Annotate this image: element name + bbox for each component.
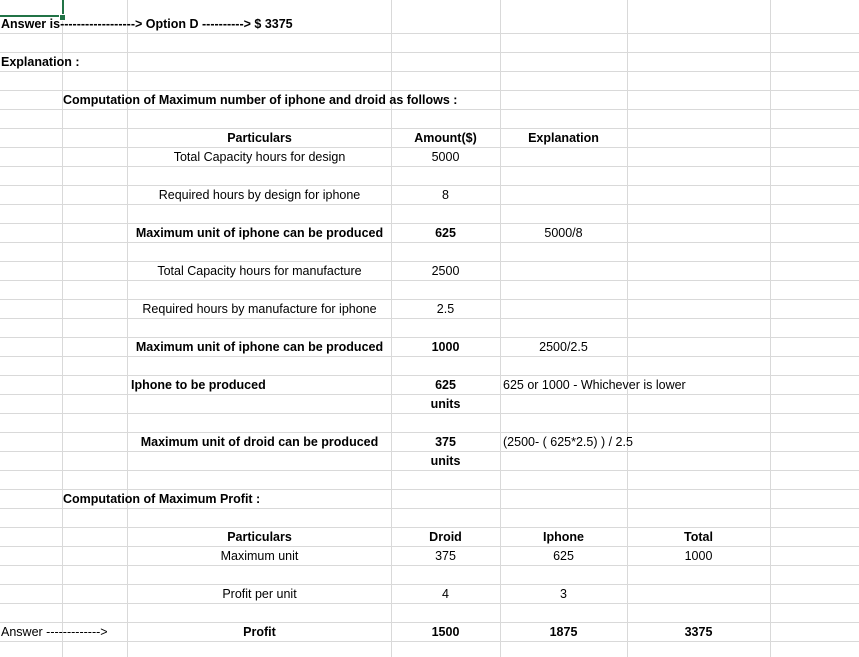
explanation-label: Explanation : bbox=[1, 55, 80, 69]
selected-cell[interactable] bbox=[0, 0, 64, 17]
amount-cell: 5000 bbox=[431, 150, 460, 164]
droid-profit: 1500 bbox=[431, 625, 460, 639]
answer-arrow-1: ------------------> bbox=[60, 17, 146, 31]
final-answer-label bbox=[1, 624, 108, 640]
particular-cell: Required hours by design for iphone bbox=[158, 188, 361, 202]
explanation-header: Explanation bbox=[528, 131, 599, 145]
unit-cell: units bbox=[430, 397, 461, 411]
explanation-cell: 2500/2.5 bbox=[539, 340, 588, 354]
particular-cell: Iphone to be produced bbox=[131, 378, 266, 392]
answer-label: Answer is bbox=[1, 17, 61, 31]
droid-header: Droid bbox=[429, 530, 462, 544]
iphone-header: Iphone bbox=[543, 530, 584, 544]
particular-cell: Maximum unit of iphone can be produced bbox=[135, 226, 384, 240]
total-header: Total bbox=[684, 530, 713, 544]
amount-cell: 2500 bbox=[431, 264, 460, 278]
iphone-cell: 625 bbox=[553, 549, 574, 563]
particular-cell: Maximum unit of iphone can be produced bbox=[135, 340, 384, 354]
particular-cell: Profit per unit bbox=[222, 587, 297, 601]
answer-arrow-2: ----------> bbox=[198, 17, 255, 31]
explanation-cell: (2500- ( 625*2.5) ) / 2.5 bbox=[503, 435, 633, 449]
amount-cell: 375 bbox=[435, 435, 456, 449]
total-profit: 3375 bbox=[684, 625, 713, 639]
answer-value: $ 3375 bbox=[254, 17, 293, 31]
answer-label: Answer bbox=[1, 625, 43, 639]
particulars-header: Particulars bbox=[227, 131, 292, 145]
droid-cell: 4 bbox=[442, 587, 449, 601]
particulars-header: Particulars bbox=[227, 530, 292, 544]
amount-cell: 625 bbox=[435, 378, 456, 392]
explanation-cell: 625 or 1000 - Whichever is lower bbox=[503, 378, 686, 392]
particular-cell: Total Capacity hours for design bbox=[173, 150, 346, 164]
amount-header: Amount($) bbox=[414, 131, 477, 145]
explanation-cell: 5000/8 bbox=[544, 226, 583, 240]
particular-cell: Maximum unit of droid can be produced bbox=[140, 435, 379, 449]
amount-cell: 625 bbox=[435, 226, 456, 240]
particular-cell: Total Capacity hours for manufacture bbox=[157, 264, 362, 278]
particular-cell: Required hours by manufacture for iphone bbox=[142, 302, 377, 316]
particular-cell: Maximum unit bbox=[220, 549, 299, 563]
amount-cell: 8 bbox=[442, 188, 449, 202]
amount-cell: 2.5 bbox=[436, 302, 455, 316]
answer-arrow: -------------> bbox=[42, 625, 108, 639]
droid-cell: 375 bbox=[435, 549, 456, 563]
section2-title: Computation of Maximum Profit : bbox=[63, 492, 261, 506]
amount-cell: 1000 bbox=[431, 340, 460, 354]
answer-option: Option D bbox=[145, 17, 199, 31]
total-cell: 1000 bbox=[684, 549, 713, 563]
section1-title: Computation of Maximum number of iphone and droid as follows : bbox=[63, 93, 458, 107]
answer-line bbox=[1, 16, 293, 32]
profit-label: Profit bbox=[243, 625, 276, 639]
iphone-profit: 1875 bbox=[549, 625, 578, 639]
unit-cell: units bbox=[430, 454, 461, 468]
iphone-cell: 3 bbox=[560, 587, 567, 601]
